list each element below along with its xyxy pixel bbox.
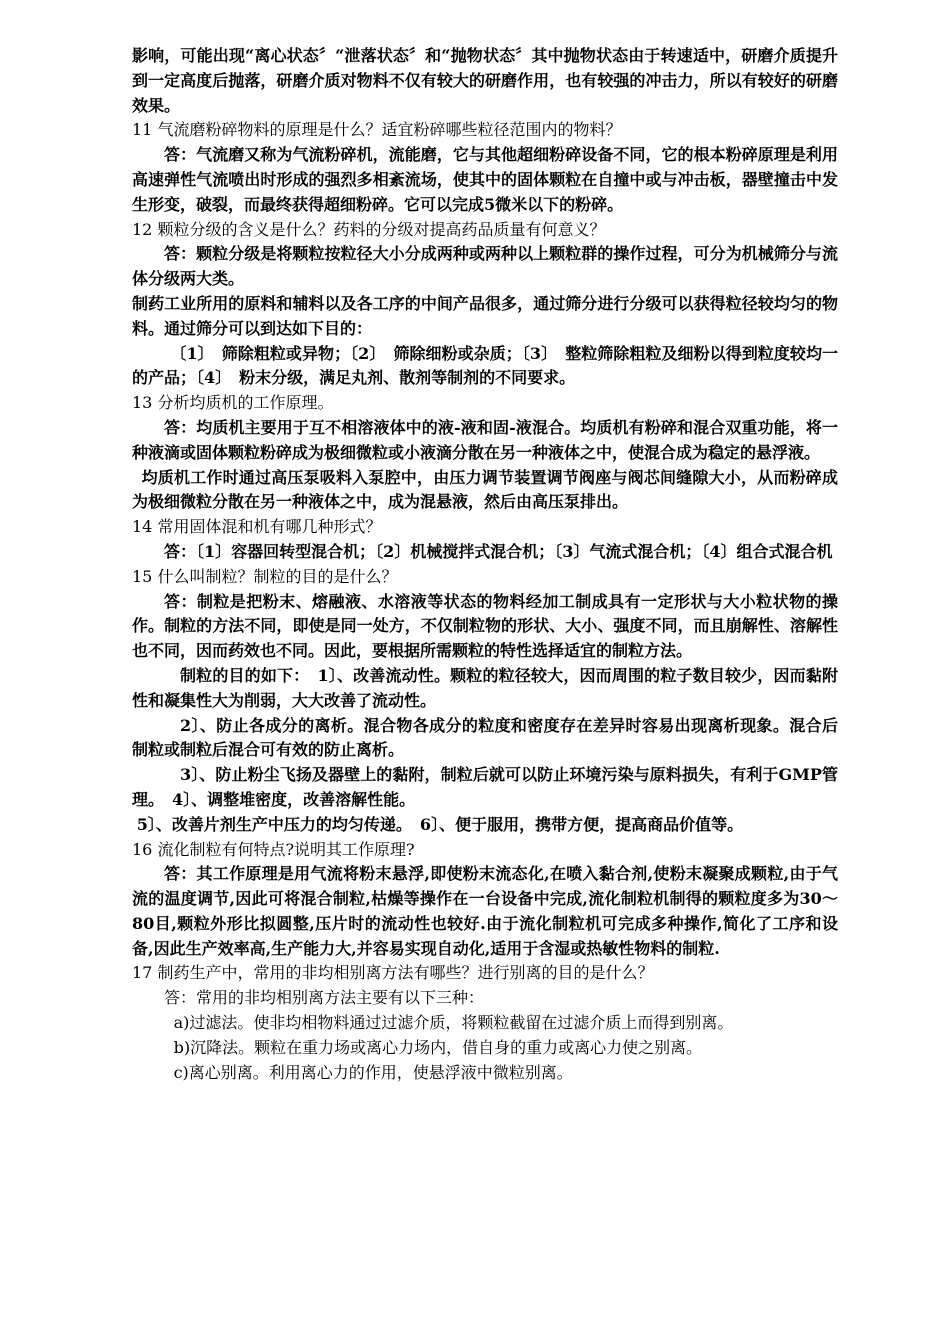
paragraph-mill-states: 影响，可能出现“离心状态〞“泄落状态〞和“抛物状态〞其中抛物状态由于转速适中，研磨介质提升到一定高度后抛落，研磨介质对物料不仅有较大的研磨作用，也有较强的冲击力，所以有较好的研磨效果。 [132,46,838,115]
answer-11: 答：气流磨又称为气流粉碎机，流能磨，它与其他超细粉碎设备不同，它的根本粉碎原理是利用高速弹性气流喷出时形成的强烈多相紊流场，使其中的固体颗粒在自撞中或与冲击板，器壁撞击中发生形变，破裂，而最终获得超细粉碎。它可以完成5微米以下的粉碎。 [132,145,838,214]
answer-17-item-a: a)过滤法。使非均相物料通过过滤介质，将颗粒截留在过滤介质上而得到别离。 [173,1013,734,1033]
answer-12-list: 〔1〕 筛除粗粒或异物；〔2〕 筛除细粉或杂质；〔3〕 整粒筛除粗粒及细粉以得到粒度较均一的产品；〔4〕 粉末分级，满足丸剂、散剂等制剂的不同要求。 [132,343,838,388]
question-15: 15 什么叫制粒？制粒的目的是什么？ [132,566,398,586]
answer-12-intro: 答：颗粒分级是将颗粒按粒径大小分成两种或两种以上颗粒群的操作过程，可分为机械筛分与流体分级两大类。 [132,244,838,289]
question-16: 16 流化制粒有何特点?说明其工作原理? [132,839,415,859]
answer-16: 答：其工作原理是用气流将粉末悬浮,即使粉末流态化,在喷入黏合剂,使粉末凝聚成颗粒,由于气流的温度调节,因此可将混合制粒,枯燥等操作在一台设备中完成,流化制粒机制得的颗粒度多为30～80目,颗粒外形比拟圆整,压片时的流动性也较好.由于流化制粒机可完成多种操作,简化了工序和设备,因此生产效率高,生产能力大,并容易实现自动化,适用于含湿或热敏性物料的制粒. [132,864,838,958]
answer-15-definition: 答：制粒是把粉末、熔融液、水溶液等状态的物料经加工制成具有一定形状与大小粒状物的操作。制粒的方法不同，即使是同一处方，不仅制粒物的形状、大小、强度不同，而且崩解性、溶解性也不同，因而药效也不同。因此，要根据所需颗粒的特性选择适宜的制粒方法。 [132,591,838,661]
answer-17-item-b: b)沉降法。颗粒在重力场或离心力场内，借自身的重力或离心力使之别离。 [173,1037,703,1057]
answer-15-purpose-1: 制粒的目的如下： 1〕、改善流动性。颗粒的粒径较大，因而周围的粒子数目较少，因而黏附性和凝集性大为削弱，大大改善了流动性。 [132,665,838,710]
answer-13-part-1: 答：均质机主要用于互不相溶液体中的液-液和固-液混合。均质机有粉碎和混合双重功能，将一种液滴或固体颗粒粉碎成为极细微粒或小液滴分散在另一种液体之中，使混合成为稳定的悬浮液。 [132,417,838,462]
answer-13-part-2: 均质机工作时通过高压泵吸料入泵腔中，由压力调节装置调节阀座与阀芯间缝隙大小，从而粉碎成为极细微粒分散在另一种液体之中，成为混悬液，然后由高压泵排出。 [132,467,838,512]
answer-12-body: 制药工业所用的原料和辅料以及各工序的中间产品很多，通过筛分进行分级可以获得粒径较均匀的物料。通过筛分可以到达如下目的： [132,293,838,338]
question-12: 12 颗粒分级的含义是什么？药料的分级对提高药品质量有何意义？ [132,219,606,239]
document-body [132,44,838,1085]
answer-17-intro: 答：常用的非均相别离方法主要有以下三种： [164,988,485,1008]
answer-14: 答：〔1〕容器回转型混合机；〔2〕机械搅拌式混合机；〔3〕气流式混合机；〔4〕组合式混合机 [164,541,833,561]
question-17: 17 制药生产中，常用的非均相别离方法有哪些？进行别离的目的是什么？ [132,963,654,983]
question-13: 13 分析均质机的工作原理。 [132,393,334,413]
question-14: 14 常用固体混和机有哪几种形式？ [132,517,382,537]
answer-15-purpose-3: 3〕、防止粉尘飞扬及器壁上的黏附，制粒后就可以防止环境污染与原料损失，有利于GMP管理。 4〕、调整堆密度，改善溶解性能。 [132,765,838,809]
answer-17-item-c: c)离心别离。利用离心力的作用，使悬浮液中微粒别离。 [173,1062,573,1082]
answer-15-purpose-2: 2〕、防止各成分的离析。混合物各成分的粒度和密度存在差异时容易出现离析现象。混合后制粒或制粒后混合可有效的防止离析。 [132,715,838,760]
question-11: 11 气流磨粉碎物料的原理是什么？适宜粉碎哪些粒径范围内的物料？ [132,120,622,140]
answer-15-purpose-5: 5〕、改善片剂生产中压力的均匀传递。 6〕、便于服用，携带方便，提高商品价值等。 [136,814,744,834]
